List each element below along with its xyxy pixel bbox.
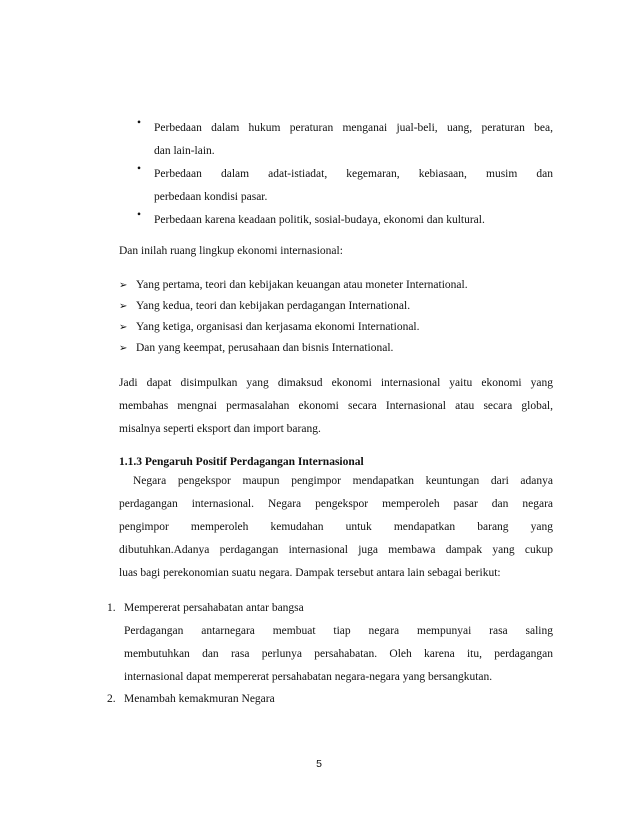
arrow-bullet-icon: ➢ [119, 280, 128, 291]
bullet-line: Perbedaan dalam hukum peraturan menganai jual-beli, uang, peraturan bea, [154, 122, 553, 134]
numbered-item [107, 688, 553, 711]
arrow-bullet-icon: ➢ [119, 322, 128, 333]
paragraph-line: luas bagi perekonomian suatu negara. Dampak tersebut antara lain sebagai berikut: [119, 567, 501, 579]
item-number: 2. [107, 693, 116, 705]
numbered-item [107, 597, 553, 689]
scope-item [119, 274, 468, 297]
bullet-item [137, 209, 553, 232]
item-title: Mempererat persahabatan antar bangsa [124, 602, 304, 614]
paragraph-line: Jadi dapat disimpulkan yang dimaksud ekonomi internasional yaitu ekonomi yang [119, 377, 553, 389]
page-number: 5 [316, 758, 322, 770]
paragraph-line: membahas mengnai permasalahan ekonomi secara Internasional atau secara global, [119, 400, 553, 412]
paragraph-line: Perdagangan antarnegara membuat tiap negara mempunyai rasa saling [124, 625, 553, 637]
paragraph-line: perdagangan internasional. Negara pengekspor memperoleh pasar dan negara [119, 498, 553, 510]
scope-item [119, 316, 420, 339]
paragraph-line: membutuhkan dan rasa perlunya persahabatan. Oleh karena itu, perdagangan [124, 648, 553, 660]
item-title: Menambah kemakmuran Negara [124, 693, 275, 705]
arrow-bullet-icon: ➢ [119, 343, 128, 354]
paragraph-line: Negara pengekspor maupun pengimpor mendapatkan keuntungan dari adanya [133, 475, 553, 487]
conclusion-paragraph [119, 372, 553, 441]
scope-item-text: Yang pertama, teori dan kebijakan keuangan atau moneter International. [136, 279, 468, 291]
arrow-bullet-icon: ➢ [119, 301, 128, 312]
paragraph-line: dibutuhkan.Adanya perdagangan internasional juga membawa dampak yang cukup [119, 544, 553, 556]
bullet-dot-icon: • [137, 163, 142, 175]
scope-item [119, 295, 410, 318]
item-number: 1. [107, 602, 116, 614]
bullet-item [137, 117, 553, 163]
paragraph-line: internasional dapat mempererat persahabatan negara-negara yang bersangkutan. [124, 671, 493, 683]
bullet-line: perbedaan kondisi pasar. [154, 191, 268, 203]
scope-intro: Dan inilah ruang lingkup ekonomi internasional: [119, 245, 343, 257]
bullet-line: dan lain-lain. [154, 145, 215, 157]
paragraph-line: pengimpor memperoleh kemudahan untuk mendapatkan barang yang [119, 521, 553, 533]
bullet-item [137, 163, 553, 209]
bullet-dot-icon: • [137, 117, 142, 129]
paragraph-line: misalnya seperti eksport dan import barang. [119, 423, 321, 435]
scope-item-text: Yang ketiga, organisasi dan kerjasama ekonomi International. [136, 321, 420, 333]
bullet-dot-icon: • [137, 209, 142, 221]
section-heading: 1.1.3 Pengaruh Positif Perdagangan Internasional [119, 456, 364, 468]
scope-item-text: Dan yang keempat, perusahaan dan bisnis International. [136, 342, 394, 354]
bullet-line: Perbedaan karena keadaan politik, sosial-budaya, ekonomi dan kultural. [154, 214, 485, 226]
scope-item-text: Yang kedua, teori dan kebijakan perdagangan International. [136, 300, 411, 312]
bullet-line: Perbedaan dalam adat-istiadat, kegemaran, kebiasaan, musim dan [154, 168, 553, 180]
scope-item [119, 337, 393, 360]
section-paragraph [119, 470, 553, 585]
